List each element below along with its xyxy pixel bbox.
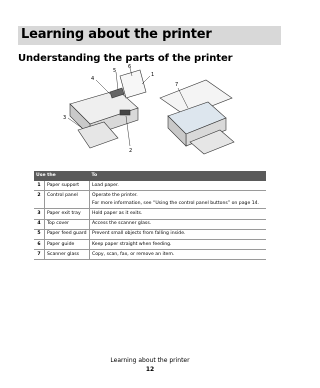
callout-1: 1 xyxy=(151,72,155,78)
column-header-to: To xyxy=(90,171,267,181)
part-name: Paper guide xyxy=(45,239,90,249)
part-description-line: Copy, scan, fax, or remove an item. xyxy=(92,251,175,257)
row-number: 3 xyxy=(34,209,45,219)
part-name: Control panel xyxy=(45,191,90,209)
row-number: 1 xyxy=(34,181,45,191)
printer-illustration xyxy=(60,64,240,164)
row-number: 7 xyxy=(34,250,45,260)
row-number: 2 xyxy=(34,191,45,209)
row-number: 6 xyxy=(34,239,45,249)
part-description-line: Access the scanner glass. xyxy=(92,221,152,227)
part-description xyxy=(90,239,267,249)
column-header-use: Use the xyxy=(34,171,90,181)
part-name: Paper feed guard xyxy=(45,229,90,239)
section-title: Understanding the parts of the printer xyxy=(18,53,233,64)
callout-3: 3 xyxy=(63,115,67,121)
table-row xyxy=(34,250,266,260)
part-description-line: Hold paper as it exits. xyxy=(92,210,143,216)
chapter-title: Learning about the printer xyxy=(21,27,212,42)
row-number: 4 xyxy=(34,219,45,229)
part-description-line: For more information, see “Using the control panel buttons” on page 14. xyxy=(92,201,260,207)
control-panel xyxy=(120,110,130,115)
callout-4: 4 xyxy=(91,76,95,82)
table-row xyxy=(34,181,266,191)
part-name: Top cover xyxy=(45,219,90,229)
part-description-line: Operate the printer. xyxy=(92,192,138,198)
table-row xyxy=(34,229,266,239)
part-name: Scanner glass xyxy=(45,250,90,260)
part-description xyxy=(90,209,267,219)
table-row xyxy=(34,191,266,209)
table-header-row xyxy=(34,171,266,181)
page-number: 12 xyxy=(145,366,155,373)
right-printer xyxy=(160,80,234,154)
part-description-line: Load paper. xyxy=(92,182,119,188)
left-printer xyxy=(70,70,146,148)
callout-6: 6 xyxy=(128,64,132,70)
callout-2: 2 xyxy=(129,148,133,154)
part-description xyxy=(90,229,267,239)
part-name: Paper support xyxy=(45,181,90,191)
table-row xyxy=(34,209,266,219)
parts-table xyxy=(34,171,266,260)
table-row xyxy=(34,219,266,229)
part-name: Paper exit tray xyxy=(45,209,90,219)
part-description xyxy=(90,250,267,260)
part-description-line: Prevent small objects from falling inside. xyxy=(92,231,186,237)
row-number: 5 xyxy=(34,229,45,239)
callout-7: 7 xyxy=(175,82,179,88)
part-description xyxy=(90,191,267,209)
footer-title: Learning about the printer xyxy=(110,357,190,364)
table-row xyxy=(34,239,266,249)
part-description-line: Keep paper straight when feeding. xyxy=(92,241,172,247)
part-description xyxy=(90,181,267,191)
part-description xyxy=(90,219,267,229)
callout-5: 5 xyxy=(113,68,117,74)
